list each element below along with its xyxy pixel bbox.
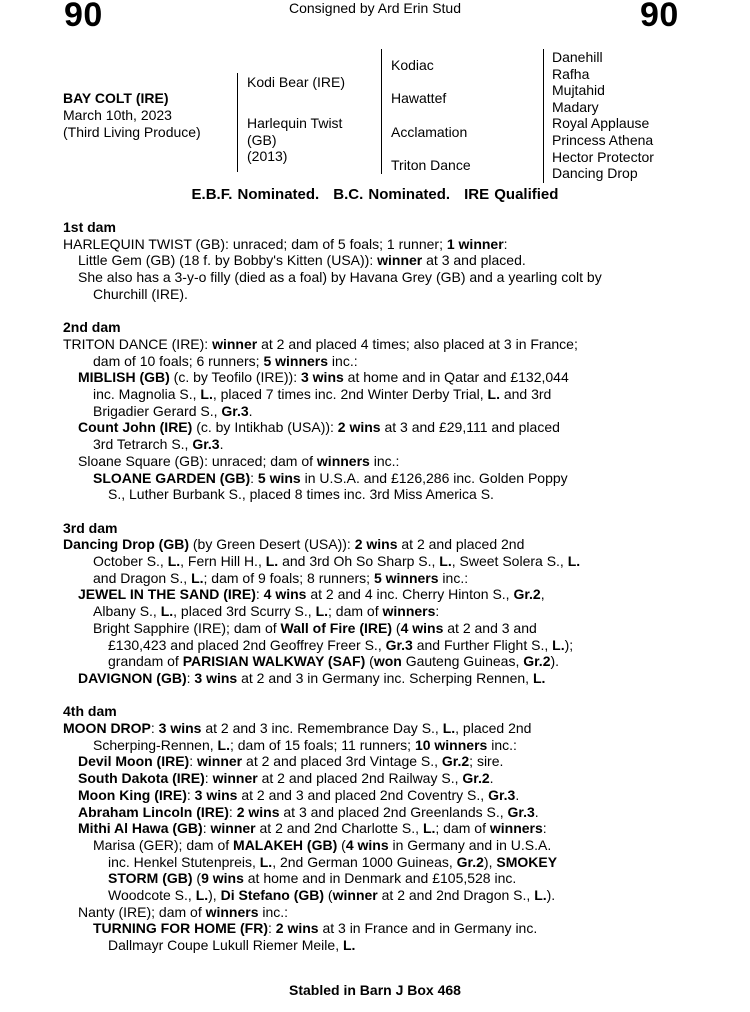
bold-text: 3 wins: [194, 786, 238, 803]
section-heading: 2nd dam: [63, 319, 121, 336]
pedigree-line: [63, 252, 733, 269]
text: and 3rd Oh So Sharp S.,: [278, 553, 440, 570]
text: Marisa (GER); dam of: [93, 836, 234, 853]
text: :: [228, 803, 237, 820]
text: S., Luther Burbank S., placed 8 times inc. 3rd Miss America S.: [108, 486, 494, 503]
text: (c. by Intikhab (USA)):: [192, 419, 338, 436]
text: at 2 and placed 3rd Vintage S.,: [242, 753, 442, 770]
text: Churchill (IRE).: [93, 285, 188, 302]
pedigree-bracket-3: [543, 49, 544, 183]
pedigree-line: [63, 403, 733, 420]
pedigree-line: [63, 586, 733, 603]
bold-text: L.: [265, 553, 279, 570]
text: (: [192, 870, 202, 887]
text: at 2 and 3 and placed 2nd Coventry S.,: [237, 786, 489, 803]
text: .: [534, 803, 539, 820]
pedigree-table: [0, 0, 750, 190]
text: at home and in Denmark and £105,528 inc.: [243, 870, 517, 887]
bold-text: Count John (IRE): [78, 419, 193, 436]
text: and 3rd: [499, 386, 552, 403]
text: );: [564, 636, 574, 653]
bold-text: MIBLISH (GB): [78, 369, 170, 386]
pedigree-line: [63, 536, 733, 553]
pedigree-line: [63, 486, 733, 503]
pedigree-line: [63, 453, 733, 470]
text: inc.:: [487, 736, 517, 753]
text: ; dam of: [328, 603, 383, 620]
bold-text: L.: [442, 720, 456, 737]
subject-produce: (Third Living Produce): [63, 124, 201, 140]
bold-text: MALAKEH (GB): [233, 836, 338, 853]
text: Little Gem (GB) (18 f. by Bobby's Kitten (USA)):: [78, 252, 378, 269]
pedigree-dam-year: (2013): [247, 148, 288, 165]
text: inc.:: [438, 569, 469, 586]
text: , placed 2nd: [455, 720, 532, 737]
bold-text: Gr.3: [488, 786, 516, 803]
text: Albany S.,: [93, 603, 161, 620]
pedigree-line: [63, 720, 733, 737]
text: at 3 and placed.: [422, 252, 526, 269]
bold-text: L.: [259, 853, 273, 870]
subject-foaled: March 10th, 2023: [63, 107, 172, 123]
pedigree-gp-2: Hawattef: [391, 90, 447, 106]
text: at 2 and 3 in Germany inc. Scherping Rennen,: [237, 669, 533, 686]
bold-text: Gr.3: [221, 402, 249, 419]
bold-text: STORM (GB): [108, 870, 193, 887]
pedigree-line: [63, 620, 733, 637]
bold-text: Gr.3: [385, 636, 413, 653]
bold-text: winner: [377, 252, 423, 269]
pedigree-ggp-3: Mujtahid: [552, 82, 605, 99]
bold-text: PARISIAN WALKWAY (SAF): [182, 653, 366, 670]
pedigree-line: [63, 436, 733, 453]
text: inc.:: [369, 452, 400, 469]
pedigree-line: [63, 236, 733, 253]
bold-text: SMOKEY: [496, 853, 558, 870]
bold-text: 4 wins: [400, 619, 444, 636]
bold-text: Gr.2: [456, 853, 484, 870]
bold-text: L.: [439, 553, 452, 570]
text: at 2 and placed 2nd Railway S.,: [257, 770, 463, 787]
pedigree-line: [63, 920, 733, 937]
text: (: [324, 887, 333, 904]
text: .: [489, 770, 494, 787]
text: inc.:: [258, 903, 289, 920]
bold-text: Moon King (IRE): [78, 786, 187, 803]
section-heading: 1st dam: [63, 219, 116, 235]
pedigree-line: [63, 854, 733, 871]
text: and Further Flight S.,: [412, 636, 553, 653]
pedigree-line: [63, 603, 733, 620]
bold-text: L.: [195, 887, 209, 904]
bold-text: 3 wins: [300, 369, 344, 386]
text: ).: [546, 887, 556, 904]
bold-text: L.: [191, 569, 204, 586]
text: ),: [483, 853, 497, 870]
pedigree-bracket-1: [237, 73, 238, 172]
text: (: [365, 653, 374, 670]
nominations: [0, 186, 750, 203]
text: in Germany and in U.S.A.: [388, 836, 552, 853]
bold-text: winner: [210, 820, 256, 837]
text: in U.S.A. and £126,286 inc. Golden Poppy: [300, 469, 568, 486]
bold-text: L.: [167, 553, 181, 570]
text: ; dam of 9 foals; 8 runners;: [203, 569, 374, 586]
bold-text: 3 wins: [194, 669, 238, 686]
subject-name: BAY COLT (IRE): [63, 90, 169, 106]
text: 3rd Tetrarch S.,: [93, 436, 193, 453]
pedigree-gp-1: Kodiac: [391, 57, 434, 73]
bold-text: winners: [382, 603, 436, 620]
bold-text: DAVIGNON (GB): [78, 669, 187, 686]
text: £130,423 and placed 2nd Geoffrey Freer S.,: [108, 636, 386, 653]
bold-text: Gr.2: [441, 753, 470, 770]
text: :: [150, 720, 159, 737]
bold-text: Dancing Drop (GB): [63, 536, 189, 553]
text: at 2 and placed 4 times; also placed at 3 in France;: [257, 335, 578, 352]
bold-text: winners: [205, 903, 259, 920]
text: .: [515, 786, 520, 803]
pedigree-line: [63, 670, 733, 687]
text: at 2 and 4 inc. Cherry Hinton S.,: [306, 586, 514, 603]
pedigree-line: [63, 353, 733, 370]
bold-text: SLOANE GARDEN (GB): [93, 469, 251, 486]
text: Dallmayr Coupe Lukull Riemer Meile,: [108, 937, 343, 954]
text: :: [267, 920, 276, 937]
text: :: [204, 770, 213, 787]
pedigree-dam-country: (GB): [247, 131, 277, 148]
bold-text: 4 wins: [345, 836, 389, 853]
pedigree-line: [63, 470, 733, 487]
pedigree-line: [63, 753, 733, 770]
text: She also has a 3-y-o filly (died as a foal) by Havana Grey (GB) and a yearling colt by: [78, 269, 602, 286]
text: Woodcote S.,: [108, 887, 196, 904]
pedigree-sire: Kodi Bear (IRE): [247, 74, 346, 90]
subject-horse: [63, 90, 201, 141]
text: :: [186, 669, 195, 686]
text: ; dam of: [435, 820, 490, 837]
pedigree-line: [63, 653, 733, 670]
text: Bright Sapphire (IRE); dam of: [93, 619, 281, 636]
text: Gauteng Guineas,: [401, 653, 524, 670]
bold-text: winner: [212, 770, 258, 787]
pedigree-line: [63, 770, 733, 787]
text: ; sire.: [469, 753, 504, 770]
pedigree-line: [63, 804, 733, 821]
bold-text: L.: [532, 669, 546, 686]
text: , Sweet Solera S.,: [451, 553, 568, 570]
text: inc. Henkel Stutenpreis,: [108, 853, 260, 870]
text: :: [542, 820, 547, 837]
pedigree-line: [63, 904, 733, 921]
text: grandam of: [108, 653, 183, 670]
bold-text: L.: [217, 736, 230, 753]
bold-text: winner: [332, 887, 378, 904]
text: ),: [208, 887, 221, 904]
text: ).: [550, 653, 560, 670]
consignor: Consigned by Ard Erin Stud: [289, 0, 461, 16]
text: at 3 and £29,111 and placed: [380, 419, 560, 436]
nomination-bc: B.C. Nominated.: [333, 186, 451, 203]
pedigree-line: [63, 737, 733, 754]
text: :: [189, 753, 198, 770]
pedigree-gp-3: Acclamation: [391, 124, 468, 140]
bold-text: Gr.2: [462, 770, 490, 787]
pedigree-line: [63, 637, 733, 654]
nomination-ebf: E.B.F. Nominated.: [191, 186, 320, 203]
bold-text: 3 wins: [158, 720, 202, 737]
text: dam of 10 foals; 6 runners;: [93, 352, 264, 369]
bold-text: 5 winners: [373, 569, 439, 586]
pedigree-line: [63, 887, 733, 904]
stabling-info: Stabled in Barn J Box 468: [289, 982, 461, 998]
bold-text: L.: [342, 937, 356, 954]
bold-text: L.: [315, 603, 329, 620]
pedigree-ggp-6: Princess Athena: [552, 132, 654, 148]
bold-text: Gr.2: [523, 653, 551, 670]
bold-text: 1 winner: [446, 235, 504, 252]
pedigree-line: [63, 937, 733, 954]
pedigree-line: [63, 820, 733, 837]
bold-text: winner: [197, 753, 243, 770]
text: at 2 and 2nd Dragon S.,: [377, 887, 535, 904]
bold-text: 10 winners: [414, 736, 488, 753]
text: at 2 and 2nd Charlotte S.,: [255, 820, 423, 837]
bold-text: L.: [552, 636, 565, 653]
text: at 3 in France and in Germany inc.: [318, 920, 538, 937]
pedigree-ggp-2: Rafha: [552, 65, 590, 82]
text: Scherping-Rennen,: [93, 736, 218, 753]
bold-text: Mithi Al Hawa (GB): [78, 820, 203, 837]
bold-text: 5 winners: [263, 352, 329, 369]
bold-text: winners: [316, 452, 370, 469]
bold-text: L.: [200, 386, 213, 403]
pedigree-ggp-4: Madary: [552, 98, 599, 115]
bold-text: MOON DROP: [63, 720, 151, 737]
bold-text: 5 wins: [257, 469, 301, 486]
text: , Fern Hill H.,: [180, 553, 266, 570]
bold-text: winner: [212, 335, 258, 352]
bold-text: Gr.3: [192, 436, 220, 453]
pedigree-gp-4: Triton Dance: [391, 157, 471, 173]
bold-text: 9 wins: [201, 870, 244, 887]
text: :: [250, 469, 258, 486]
nomination-ire: IRE Qualified: [464, 186, 559, 203]
text: at home and in Qatar and £132,044: [343, 369, 569, 386]
text: October S.,: [93, 553, 168, 570]
pedigree-line: [63, 570, 733, 587]
bold-text: won: [373, 653, 402, 670]
text: inc.:: [328, 352, 358, 369]
pedigree-line: [63, 369, 733, 386]
text: at 3 and placed 2nd Greenlands S.,: [279, 803, 508, 820]
text: , 2nd German 1000 Guineas,: [272, 853, 457, 870]
pedigree-ggp-1: Danehill: [552, 49, 603, 65]
pedigree-ggp-7: Hector Protector: [552, 148, 654, 165]
bold-text: 4 wins: [263, 586, 307, 603]
pedigree-line: [63, 870, 733, 887]
text: Brigadier Gerard S.,: [93, 402, 222, 419]
text: :: [503, 235, 508, 252]
text: :: [435, 603, 440, 620]
text: Nanty (IRE); dam of: [78, 903, 206, 920]
pedigree-line: [63, 419, 733, 436]
text: (: [392, 619, 401, 636]
text: TRITON DANCE (IRE):: [63, 335, 213, 352]
pedigree-line: [63, 336, 733, 353]
bold-text: 2 wins: [236, 803, 280, 820]
bold-text: Abraham Lincoln (IRE): [78, 803, 229, 820]
text: .: [219, 436, 224, 453]
bold-text: 2 wins: [354, 536, 398, 553]
text: at 2 and placed 2nd: [397, 536, 525, 553]
pedigree-ggp-8: Dancing Drop: [552, 165, 638, 182]
bold-text: JEWEL IN THE SAND (IRE): [78, 586, 256, 603]
bold-text: TURNING FOR HOME (FR): [93, 920, 268, 937]
bold-text: L.: [534, 887, 547, 904]
pedigree-line: [63, 787, 733, 804]
bold-text: winners: [489, 820, 543, 837]
pedigree-line: [63, 286, 733, 303]
text: ,: [540, 586, 545, 603]
text: :: [186, 786, 195, 803]
text: (c. by Teofilo (IRE)):: [169, 369, 301, 386]
bold-text: Di Stefano (GB): [220, 887, 325, 904]
bold-text: L.: [567, 553, 581, 570]
text: :: [202, 820, 211, 837]
pedigree-dam-name: Harlequin Twist: [247, 115, 343, 131]
text: HARLEQUIN TWIST (GB): unraced; dam of 5 foals; 1 runner;: [63, 235, 447, 252]
pedigree-ggp-5: Royal Applause: [552, 115, 650, 132]
bold-text: 2 wins: [337, 419, 381, 436]
text: :: [255, 586, 264, 603]
lot-number-right: 90: [640, 0, 679, 34]
text: inc. Magnolia S.,: [93, 386, 201, 403]
text: ; dam of 15 foals; 11 runners;: [229, 736, 415, 753]
text: at 2 and 3 inc. Remembrance Day S.,: [201, 720, 443, 737]
text: , placed 3rd Scurry S.,: [173, 603, 316, 620]
section-heading: 4th dam: [63, 703, 117, 720]
family-history: [63, 219, 733, 954]
bold-text: L.: [160, 603, 174, 620]
text: and Dragon S.,: [93, 569, 192, 586]
text: (: [337, 836, 346, 853]
bold-text: Devil Moon (IRE): [78, 753, 190, 770]
lot-number-left: 90: [64, 0, 103, 34]
bold-text: L.: [487, 386, 500, 403]
bold-text: L.: [422, 820, 436, 837]
bold-text: South Dakota (IRE): [78, 770, 205, 787]
text: .: [248, 402, 253, 419]
text: (by Green Desert (USA)):: [189, 536, 355, 553]
pedigree-line: [63, 386, 733, 403]
pedigree-bracket-2: [381, 49, 382, 174]
pedigree-line: [63, 837, 733, 854]
section-heading: 3rd dam: [63, 519, 118, 536]
text: , placed 7 times inc. 2nd Winter Derby Trial,: [212, 386, 488, 403]
pedigree-line: [63, 553, 733, 570]
pedigree-line: [63, 269, 733, 286]
text: Sloane Square (GB): unraced; dam of: [78, 452, 317, 469]
bold-text: Gr.3: [507, 803, 535, 820]
text: at 2 and 3 and: [443, 619, 537, 636]
bold-text: Gr.2: [513, 586, 541, 603]
bold-text: Wall of Fire (IRE): [280, 619, 393, 636]
bold-text: 2 wins: [275, 920, 319, 937]
